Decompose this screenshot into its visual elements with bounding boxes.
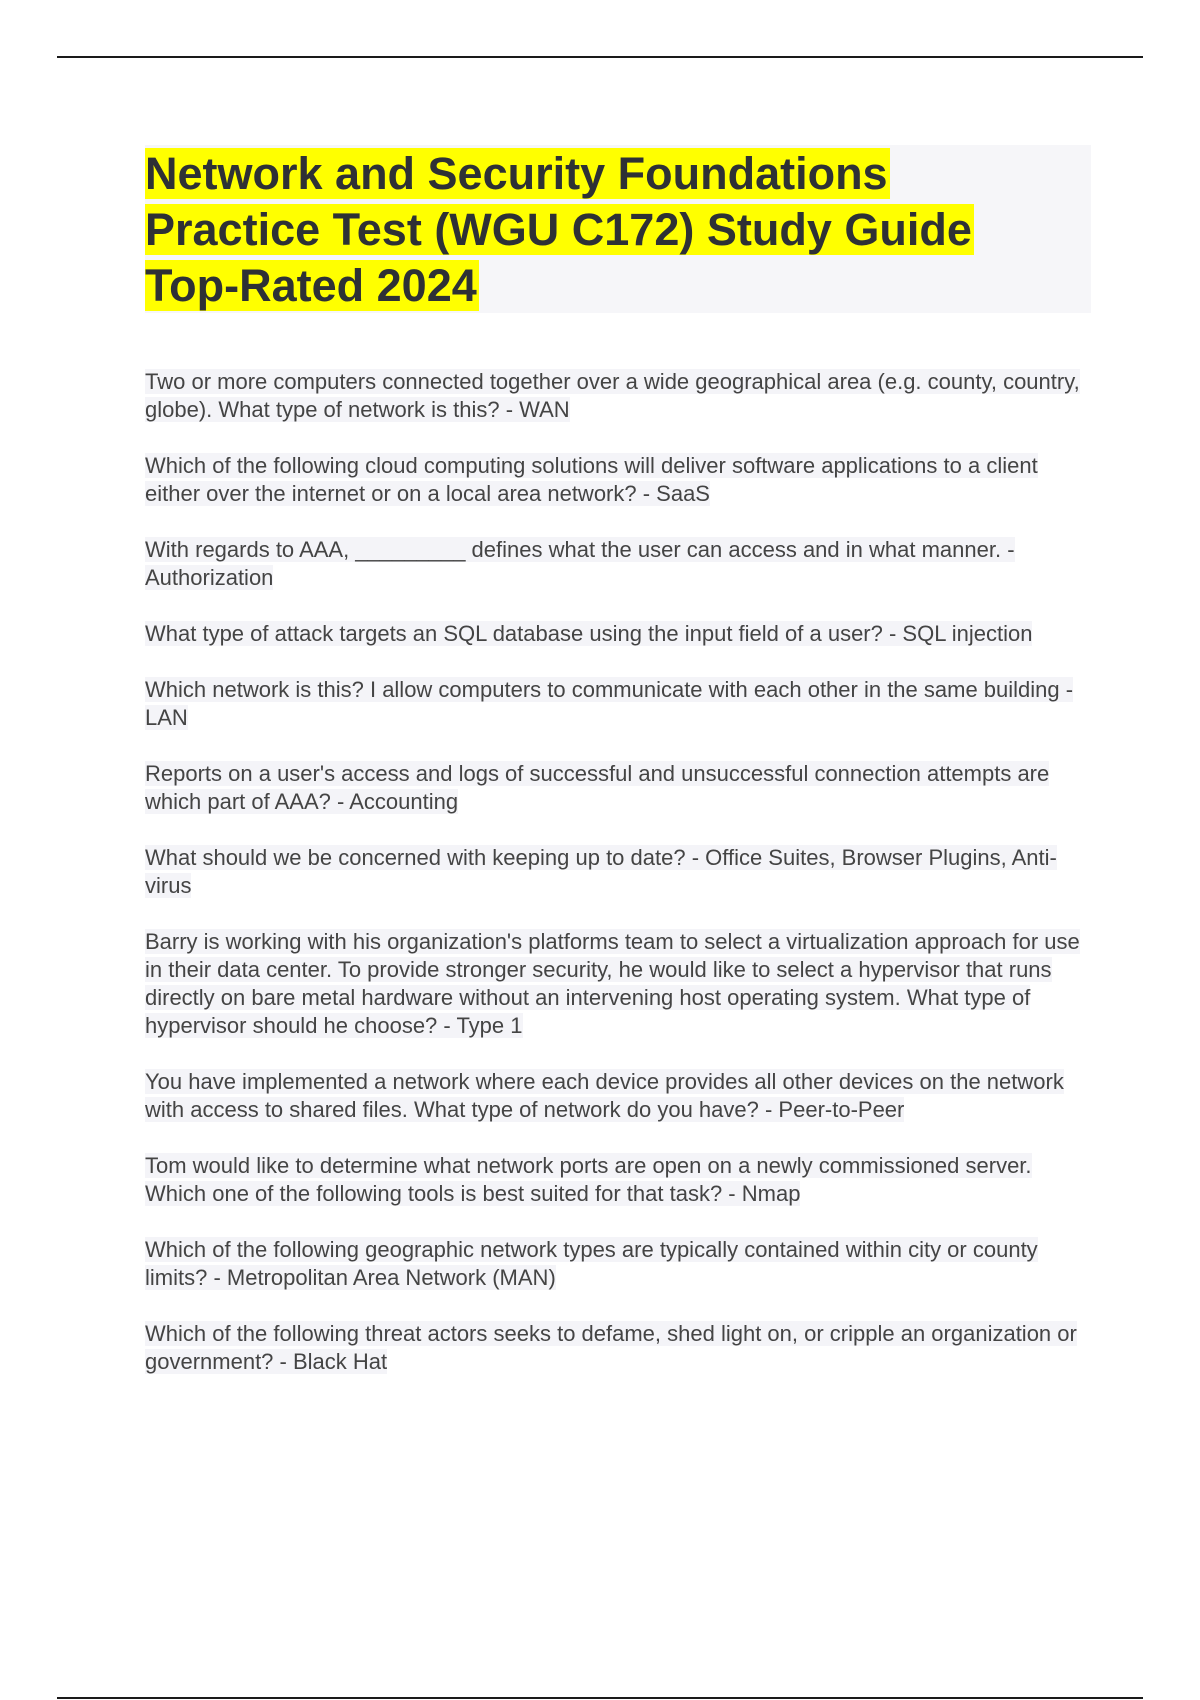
qa-item [145, 1236, 1095, 1292]
qa-text: Barry is working with his organization's platforms team to select a virtualization approach for use in their data center. To provide stronger security, he would like to select a hypervisor that runs directly on bare metal hardware without an intervening host operating system. What type of hypervisor should he choose? - Type 1 [145, 929, 1080, 1038]
title-line-2: Practice Test (WGU C172) Study Guide [145, 204, 972, 255]
qa-text: You have implemented a network where each device provides all other devices on the network with access to shared files. What type of network do you have? - Peer-to-Peer [145, 1069, 1064, 1122]
qa-text: Tom would like to determine what network ports are open on a newly commissioned server. Which one of the following tools is best suited for that task? - Nmap [145, 1153, 1032, 1206]
qa-text: What should we be concerned with keeping up to date? - Office Suites, Browser Plugins, Anti-virus [145, 845, 1057, 898]
qa-text: What type of attack targets an SQL database using the input field of a user? - SQL injection [145, 621, 1033, 646]
qa-text: Which of the following threat actors seeks to defame, shed light on, or cripple an organization or government? - Black Hat [145, 1321, 1077, 1374]
qa-text: Two or more computers connected together over a wide geographical area (e.g. county, country, globe). What type of network is this? - WAN [145, 369, 1080, 422]
qa-item [145, 1320, 1095, 1376]
qa-text: Which of the following cloud computing solutions will deliver software applications to a client either over the internet or on a local area network? - SaaS [145, 453, 1038, 506]
title-line-3: Top-Rated 2024 [145, 260, 477, 311]
top-rule [57, 56, 1143, 58]
document-title [145, 145, 1091, 314]
qa-item [145, 844, 1095, 900]
qa-item [145, 676, 1095, 732]
qa-text: With regards to AAA, _________ defines what the user can access and in what manner. - Authorization [145, 537, 1015, 590]
qa-text: Which network is this? I allow computers to communicate with each other in the same building - LAN [145, 677, 1074, 730]
qa-item [145, 620, 1095, 648]
qa-item [145, 1068, 1095, 1124]
qa-item [145, 536, 1095, 592]
qa-item [145, 760, 1095, 816]
title-block [145, 145, 1091, 313]
bottom-rule [57, 1697, 1143, 1699]
qa-item [145, 928, 1095, 1040]
qa-text: Which of the following geographic network types are typically contained within city or county limits? - Metropolitan Area Network (MAN) [145, 1237, 1038, 1290]
qa-item [145, 368, 1095, 424]
qa-text: Reports on a user's access and logs of successful and unsuccessful connection attempts are which part of AAA? - Accounting [145, 761, 1050, 814]
title-line-1: Network and Security Foundations [145, 148, 888, 199]
qa-item [145, 452, 1095, 508]
qa-item [145, 1152, 1095, 1208]
question-answer-list [145, 368, 1095, 1404]
